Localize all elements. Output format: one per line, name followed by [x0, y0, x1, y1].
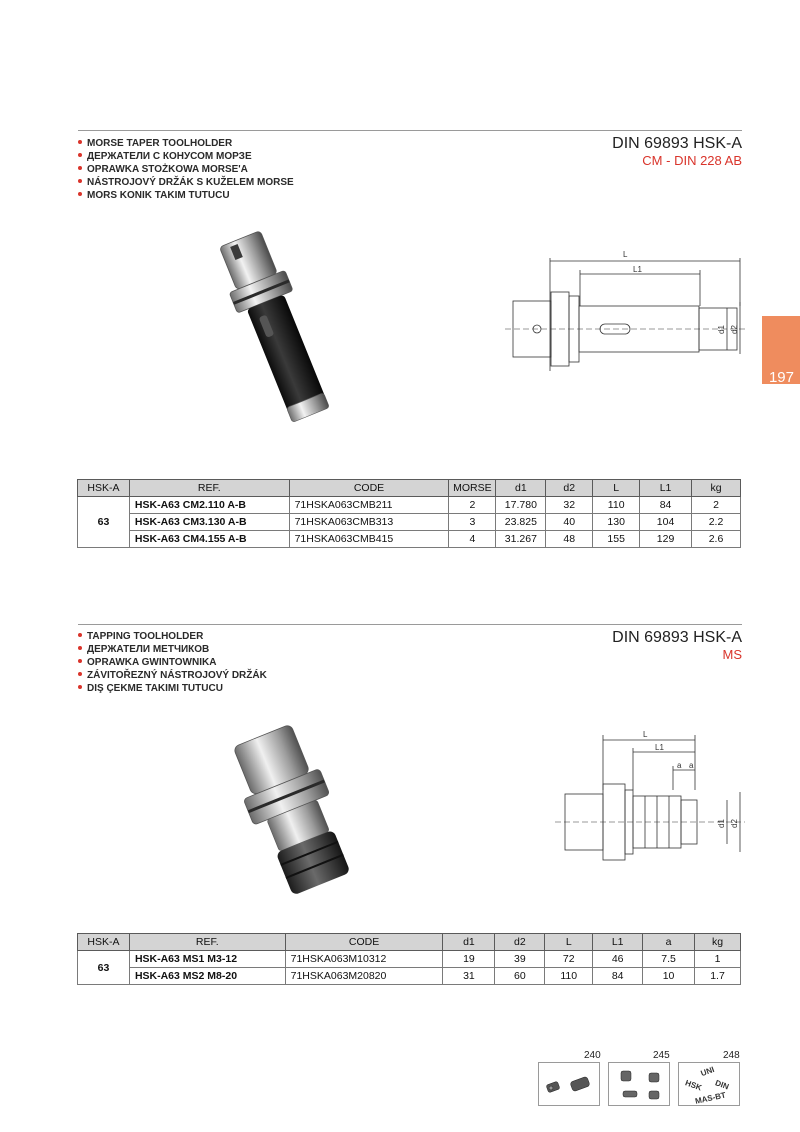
- col-header-a: a: [643, 934, 695, 951]
- section1-title-ru: ДЕРЖАТЕЛИ С КОНУСОМ МОРЗЕ: [78, 150, 294, 163]
- morse-taper-holder-drawing: [505, 246, 750, 376]
- section1-title-pl: OPRAWKA STOŻKOWA MORSE'A: [78, 163, 294, 176]
- drawing1-label-L: L: [623, 250, 628, 259]
- kg-cell: 2.2: [692, 514, 741, 531]
- section1-spec-table: [77, 479, 741, 548]
- l1-cell: 104: [640, 514, 692, 531]
- badge-word-uni: UNI: [699, 1064, 716, 1079]
- kg-cell: 1.7: [695, 968, 741, 985]
- section1-standard: [612, 135, 742, 168]
- col-header-d1: d1: [496, 480, 546, 497]
- col-header-ref: REF.: [129, 934, 285, 951]
- badge-word-din: DIN: [713, 1078, 731, 1092]
- col-header-l: L: [545, 934, 593, 951]
- col-header-d1: d1: [443, 934, 495, 951]
- footer-page-ref-2[interactable]: 245: [653, 1050, 670, 1061]
- group-cell: 63: [78, 951, 130, 985]
- standards-badge-icon[interactable]: [678, 1062, 740, 1106]
- code-cell: 71HSKA063CMB415: [289, 531, 449, 548]
- d2-cell: 48: [546, 531, 593, 548]
- drawing1-label-L1: L1: [633, 265, 642, 274]
- ref-cell: HSK-A63 CM3.130 A-B: [129, 514, 289, 531]
- kg-cell: 2.6: [692, 531, 741, 548]
- section2-standard-title: DIN 69893 HSK-A: [612, 629, 742, 646]
- d2-cell: 32: [546, 497, 593, 514]
- footer-page-ref-1[interactable]: 240: [584, 1050, 601, 1061]
- section2-rule: [78, 624, 742, 625]
- section2-title-ru: ДЕРЖАТЕЛИ МЕТЧИКОВ: [78, 643, 267, 656]
- l1-cell: 84: [640, 497, 692, 514]
- section1-title-en: MORSE TAPER TOOLHOLDER: [78, 137, 294, 150]
- d1-cell: 31.267: [496, 531, 546, 548]
- badge-word-hsk: HSK: [683, 1078, 703, 1093]
- table-row: [78, 531, 741, 548]
- kg-cell: 2: [692, 497, 741, 514]
- l-cell: 155: [593, 531, 640, 548]
- code-cell: 71HSKA063M20820: [285, 968, 443, 985]
- col-header-hsk: HSK-A: [78, 934, 130, 951]
- a-cell: 10: [643, 968, 695, 985]
- morse-cell: 4: [449, 531, 496, 548]
- l1-cell: 84: [593, 968, 643, 985]
- drawing2-label-a2: a: [689, 761, 694, 770]
- d1-cell: 31: [443, 968, 495, 985]
- kg-cell: 1: [695, 951, 741, 968]
- d1-cell: 23.825: [496, 514, 546, 531]
- code-cell: 71HSKA063M10312: [285, 951, 443, 968]
- page-number-tab: [762, 316, 800, 384]
- section1-title-cz: NÁSTROJOVÝ DRŽÁK S KUŽELEM MORSE: [78, 176, 294, 189]
- table-row: [78, 514, 741, 531]
- col-header-code: CODE: [289, 480, 449, 497]
- badge-word-masbt: MAS-BT: [694, 1090, 727, 1106]
- footer-page-ref-3[interactable]: 248: [723, 1050, 740, 1061]
- drawing1-label-d1: d1: [717, 325, 726, 334]
- ref-cell: HSK-A63 CM4.155 A-B: [129, 531, 289, 548]
- section1-standard-title: DIN 69893 HSK-A: [612, 135, 742, 152]
- l-cell: 110: [545, 968, 593, 985]
- drawing1-label-d2: d2: [730, 325, 739, 334]
- d1-cell: 17.780: [496, 497, 546, 514]
- code-cell: 71HSKA063CMB313: [289, 514, 449, 531]
- drawing2-label-L: L: [643, 730, 648, 739]
- d1-cell: 19: [443, 951, 495, 968]
- section1-title-tr: MORS KONIK TAKIM TUTUCU: [78, 189, 294, 202]
- morse-taper-holder-photo: [215, 226, 345, 438]
- col-header-code: CODE: [285, 934, 443, 951]
- drawing2-label-L1: L1: [655, 743, 664, 752]
- a-cell: 7.5: [643, 951, 695, 968]
- section2-standard-subtitle: MS: [722, 647, 742, 662]
- drawing2-label-a1: a: [677, 761, 682, 770]
- col-header-hsk: HSK-A: [78, 480, 130, 497]
- ref-cell: HSK-A63 MS1 M3-12: [129, 951, 285, 968]
- section2-titles: [78, 630, 267, 695]
- ref-cell: HSK-A63 CM2.110 A-B: [129, 497, 289, 514]
- d2-cell: 40: [546, 514, 593, 531]
- col-header-d2: d2: [546, 480, 593, 497]
- tapping-holder-drawing: [555, 730, 750, 868]
- accessory-screws-icon[interactable]: [538, 1062, 600, 1106]
- table-row: [78, 497, 741, 514]
- group-cell: 63: [78, 497, 130, 548]
- col-header-ref: REF.: [129, 480, 289, 497]
- section2-title-tr: DIŞ ÇEKME TAKIMI TUTUCU: [78, 682, 267, 695]
- col-header-l1: L1: [640, 480, 692, 497]
- l1-cell: 129: [640, 531, 692, 548]
- section1-titles: [78, 137, 294, 202]
- section2-standard: [612, 629, 742, 662]
- drawing2-label-d2: d2: [730, 819, 739, 828]
- l-cell: 110: [593, 497, 640, 514]
- d2-cell: 39: [495, 951, 545, 968]
- col-header-kg: kg: [692, 480, 741, 497]
- table-header-row: [78, 480, 741, 497]
- code-cell: 71HSKA063CMB211: [289, 497, 449, 514]
- section2-title-en: TAPPING TOOLHOLDER: [78, 630, 267, 643]
- l-cell: 72: [545, 951, 593, 968]
- morse-cell: 2: [449, 497, 496, 514]
- col-header-morse: MORSE: [449, 480, 496, 497]
- ref-cell: HSK-A63 MS2 M8-20: [129, 968, 285, 985]
- section2-spec-table: [77, 933, 741, 985]
- table-header-row: [78, 934, 741, 951]
- section1-standard-subtitle: CM - DIN 228 AB: [642, 153, 742, 168]
- l1-cell: 46: [593, 951, 643, 968]
- tapping-holder-photo: [222, 722, 372, 900]
- section2-title-pl: OPRAWKA GWINTOWNIKA: [78, 656, 267, 669]
- page-number: 197: [768, 369, 794, 386]
- morse-cell: 3: [449, 514, 496, 531]
- section1-rule: [78, 130, 742, 131]
- l-cell: 130: [593, 514, 640, 531]
- col-header-l: L: [593, 480, 640, 497]
- col-header-kg: kg: [695, 934, 741, 951]
- accessory-parts-icon[interactable]: [608, 1062, 670, 1106]
- section2-title-cz: ZÁVITOŘEZNÝ NÁSTROJOVÝ DRŽÁK: [78, 669, 267, 682]
- d2-cell: 60: [495, 968, 545, 985]
- drawing2-label-d1: d1: [717, 819, 726, 828]
- table-row: [78, 951, 741, 968]
- table-row: [78, 968, 741, 985]
- col-header-l1: L1: [593, 934, 643, 951]
- col-header-d2: d2: [495, 934, 545, 951]
